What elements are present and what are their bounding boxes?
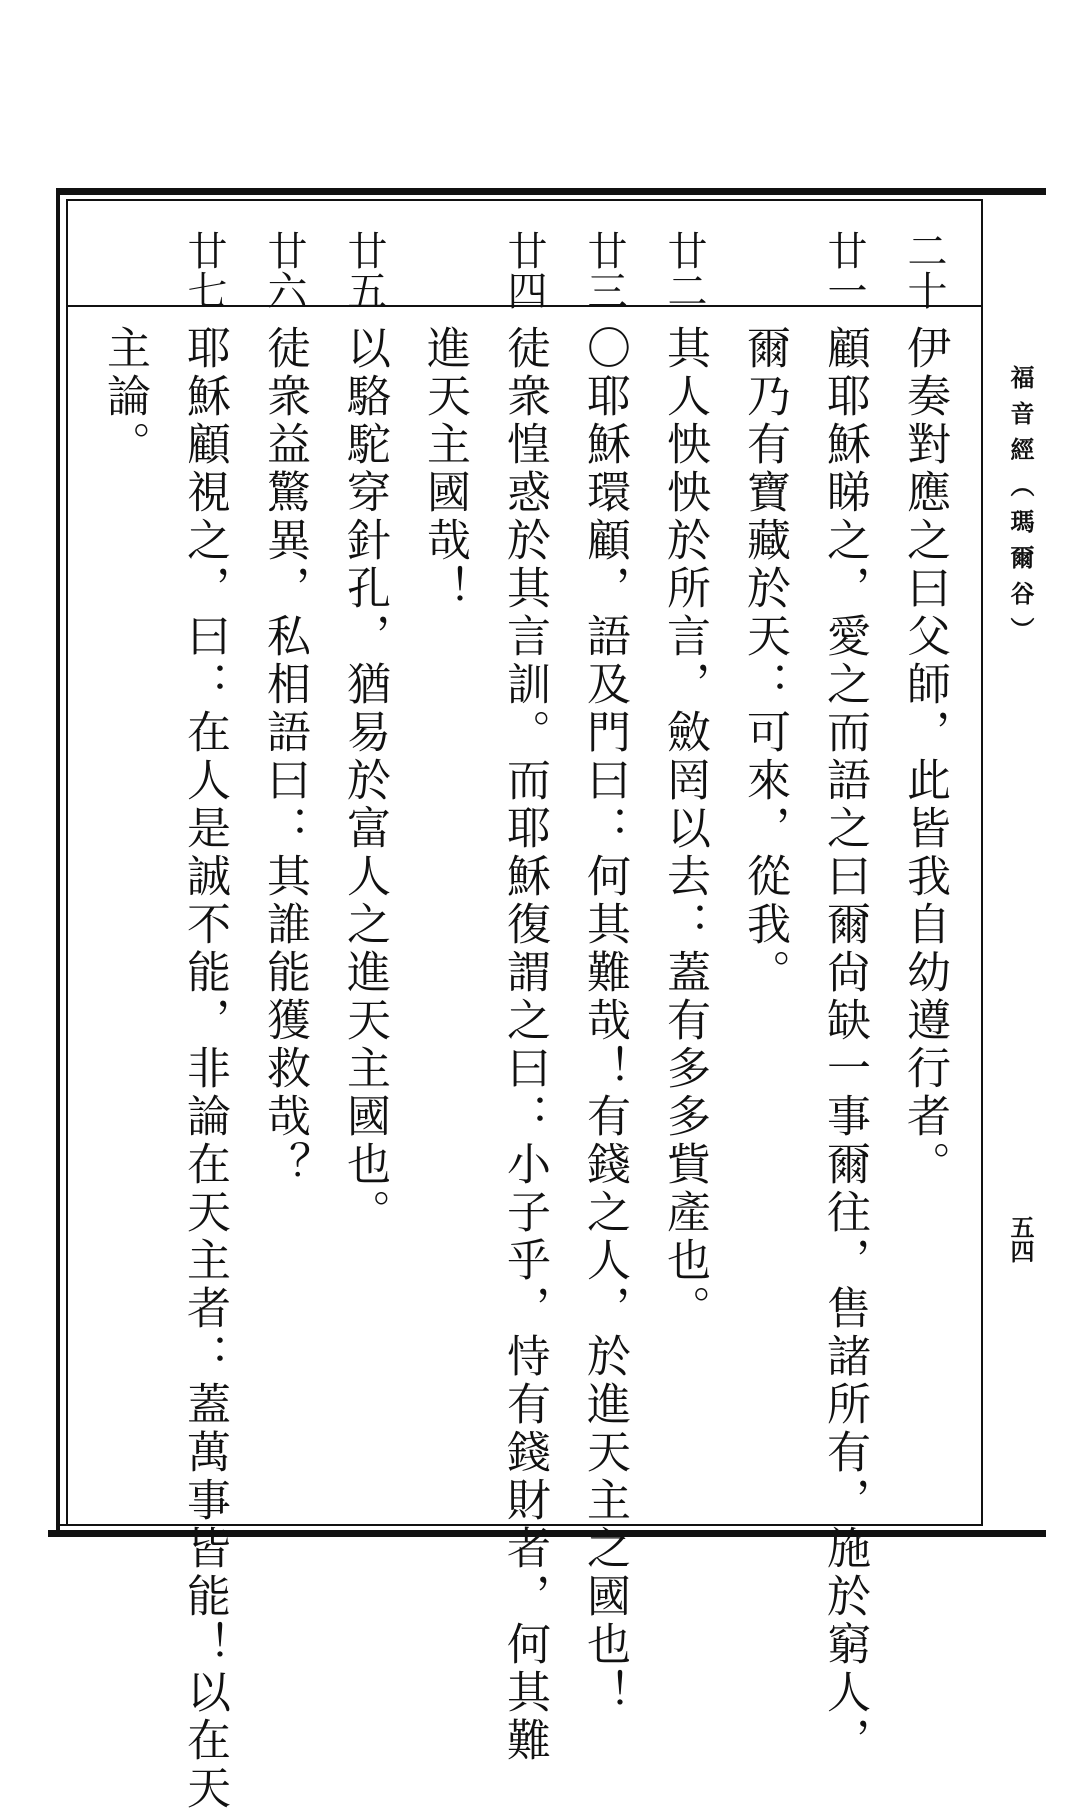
verse-number: 二十 [901,230,947,310]
verse-number: 廿二 [661,230,707,310]
verse-number: 廿三 [581,230,627,310]
verse-number: 廿四 [501,230,547,310]
verse-text-line: 其人怏怏於所言，斂罔以去：蓋有多多貲產也。 [659,325,710,1333]
frame-left-thin-rule [66,199,68,1526]
verse-text-line: 徒衆益驚異，私相語曰：其誰能獲救哉？ [259,325,310,1189]
verse-text-line: 主論。 [99,325,150,469]
verse-text-line: 以駱駝穿針孔，猶易於富人之進天主國也。 [339,325,390,1237]
verse-number: 廿七 [181,230,227,310]
verse-number: 廿一 [821,230,867,310]
frame-left-rule [56,188,60,1537]
frame-top-rule [56,188,1046,195]
verse-number: 廿六 [261,230,307,310]
verse-text-line: 爾乃有寶藏於天：可來，從我。 [739,325,790,997]
verse-text-line: 耶穌顧視之，曰：在人是誠不能，非論在天主者：蓋萬事皆能！以在天 [179,325,230,1813]
verse-text-line: 顧耶穌睇之，愛之而語之曰爾尙缺一事爾往，售諸所有，施於窮人， [819,325,870,1765]
verse-number: 廿五 [341,230,387,310]
verse-text-line: 伊奏對應之曰父師，此皆我自幼遵行者。 [899,325,950,1189]
verse-text-line: 〇耶穌環顧，語及門曰：何其難哉！有錢之人，於進天主之國也！ [579,325,630,1717]
page-number: 五四 [1006,1215,1035,1263]
book-title: 福音經（瑪爾谷） [1006,365,1035,653]
verse-text-line: 徒衆惶惑於其言訓。而耶穌復謂之曰：小子乎，恃有錢財者，何其難 [499,325,550,1765]
verse-text-line: 進天主國哉！ [419,325,470,613]
frame-top-thin-rule [66,199,983,201]
frame-right-rule [981,199,983,1526]
